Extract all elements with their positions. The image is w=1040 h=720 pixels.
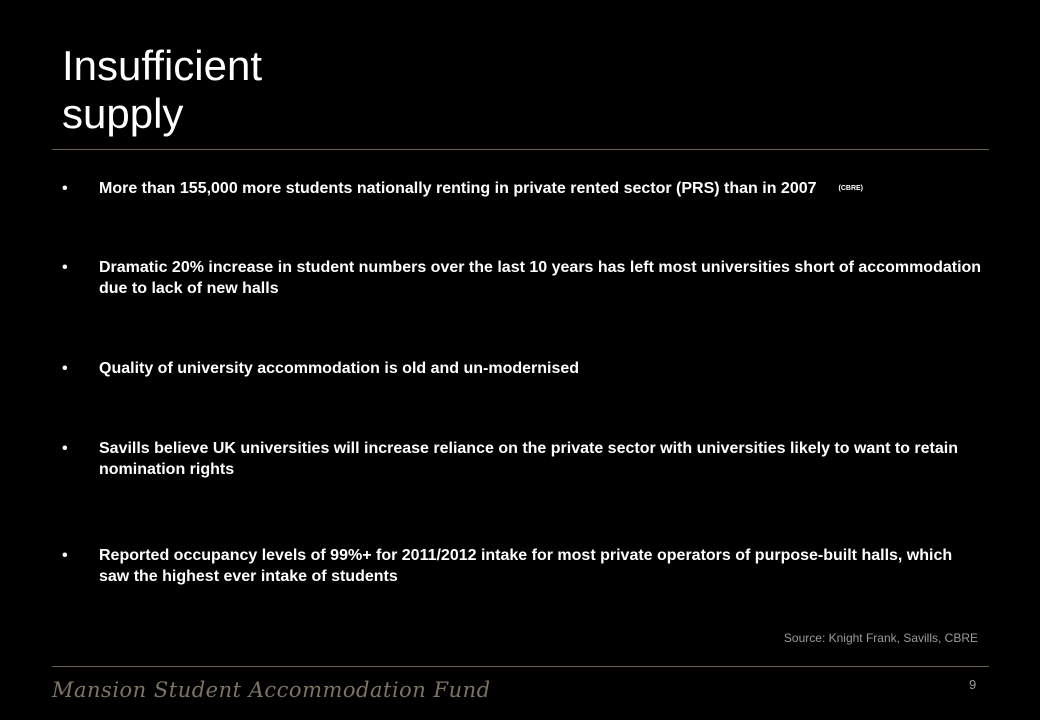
bullet-item-4 <box>62 438 982 480</box>
bullet-item-2 <box>62 257 982 299</box>
bullet-marker: • <box>62 440 68 457</box>
title-divider <box>52 149 989 150</box>
page-number: 9 <box>969 677 977 692</box>
citation-label: (CBRE) <box>838 185 864 193</box>
bullet-text <box>99 178 982 199</box>
bullet-text: Savills believe UK universities will increase reliance on the private sector with universities likely to want to retain nomination rights <box>99 440 958 478</box>
bullet-marker: • <box>62 180 68 197</box>
slide-title <box>62 42 662 138</box>
bullet-text: Dramatic 20% increase in student numbers over the last 10 years has left most universities short of accommodation due to lack of new halls <box>99 259 982 297</box>
bullet-item-3 <box>62 358 982 379</box>
bullet-item-5 <box>62 545 982 587</box>
title-line-2: supply <box>62 90 184 137</box>
title-line-1: Insufficient <box>62 42 263 89</box>
bullet-text-content: More than 155,000 more students nationally renting in private rented sector (PRS) than in 2007 <box>99 180 817 197</box>
bullet-item-1 <box>62 178 982 199</box>
bullet-marker: • <box>62 259 68 276</box>
bullet-marker: • <box>62 547 68 564</box>
source-note: Source: Knight Frank, Savills, CBRE <box>783 631 978 645</box>
footer-divider <box>52 666 989 667</box>
bullet-text: Reported occupancy levels of 99%+ for 2011/2012 intake for most private operators of purpose-built halls, which saw the highest ever intake of students <box>99 547 953 585</box>
bullet-marker: • <box>62 360 68 377</box>
bullet-text: Quality of university accommodation is old and un-modernised <box>99 360 580 377</box>
brand-logo: Mansion Student Accommodation Fund <box>52 678 491 702</box>
